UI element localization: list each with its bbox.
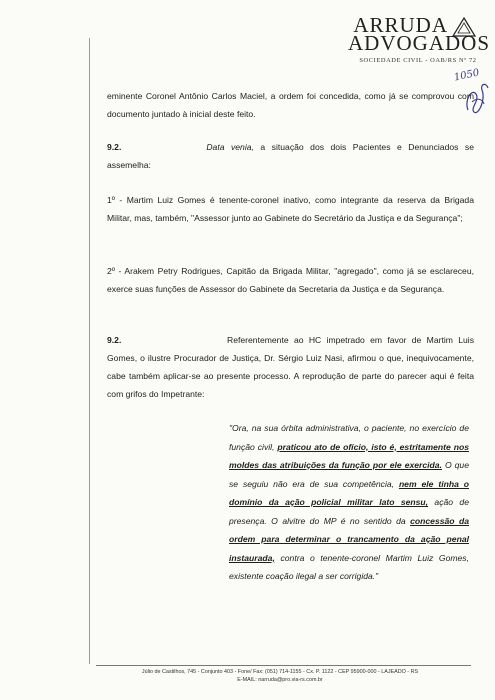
paragraph-text: a situação dos dois Pacientes e Denunciados se assemelha: <box>107 142 474 170</box>
footer-address: Júlio de Castilhos, 745 - Conjunto 403 - Fone/ Fax: (051) 714-1155 - Cx. P. 1122 - CEP 95900-000 - LAJEADO - RS <box>141 669 419 675</box>
paragraph-item-2: 2º - Arakem Petry Rodrigues, Capitão da Brigada Militar, "agregado", como já se esclareceu, exerce suas funções de Assessor do Gabinete da Secretaria da Justiça e da Segurança. <box>107 266 474 294</box>
footer-rule <box>96 665 471 666</box>
quote-emphasis: nem ele tinha o domínio da ação policial militar lato sensu, <box>229 478 470 507</box>
block-quote <box>229 419 469 586</box>
firm-logo <box>348 6 490 66</box>
italic-latin-phrase: Data venia, <box>206 142 254 152</box>
logo-name-line2: ADVOGADOS <box>348 31 491 55</box>
footer-email: E-MAIL: narruda@pro.via-rs.com.br <box>237 677 323 683</box>
section-number: 9.2. <box>107 335 122 345</box>
quote-text: "Ora, na sua órbita administrativa, o paciente, no exercício de função civil, <box>229 423 469 452</box>
paragraph-9-2-situation <box>107 138 474 174</box>
section-number: 9.2. <box>107 142 122 152</box>
paragraph-item-1: 1º - Martim Luiz Gomes é tenente-coronel inativo, como integrante da reserva da Brigada Militar, mas, também, "Assessor junto ao Gabinete do Secretário da Justiça e da Segurança"; <box>107 195 474 223</box>
quote-emphasis: concessão da ordem para determinar o trancamento da ação penal instaurada, <box>229 515 470 563</box>
quote-text: O que se seguiu não era de sua competência, <box>229 460 469 489</box>
logo-subtitle: SOCIEDADE CIVIL - OAB/RS Nº 72 <box>359 57 477 64</box>
quote-text: contra o tenente-coronel Martim Luiz Gomes, existente coação ilegal a ser corrigida." <box>229 552 469 581</box>
paragraph-9-2-hc <box>107 331 474 403</box>
footer <box>88 668 472 684</box>
left-margin-rule <box>89 38 90 664</box>
logo-name-line1: ARRUDA <box>353 13 448 37</box>
paragraph-text: Referentemente ao HC impetrado em favor de Martim Luis Gomes, o ilustre Procurador de Justiça, Dr. Sérgio Luiz Nasi, afirmou o que, inequivocamente, cabe também aplicar-se ao presente processo. A reprodução de parte do parecer aqui é feita com grifos do Impetrante: <box>107 335 474 399</box>
quote-text: ação de presença. O alvitre do MP é no sentido da <box>229 497 469 526</box>
paragraph-intro: eminente Coronel Antônio Carlos Maciel, a ordem foi concedida, como já se comprovou com documento juntado à inicial deste feito. <box>107 91 474 119</box>
quote-emphasis: praticou ato de ofício, isto é, estritamente nos moldes das atribuições da função por ele exercida. <box>229 441 469 470</box>
handwritten-page-number: 1050 <box>453 67 481 84</box>
